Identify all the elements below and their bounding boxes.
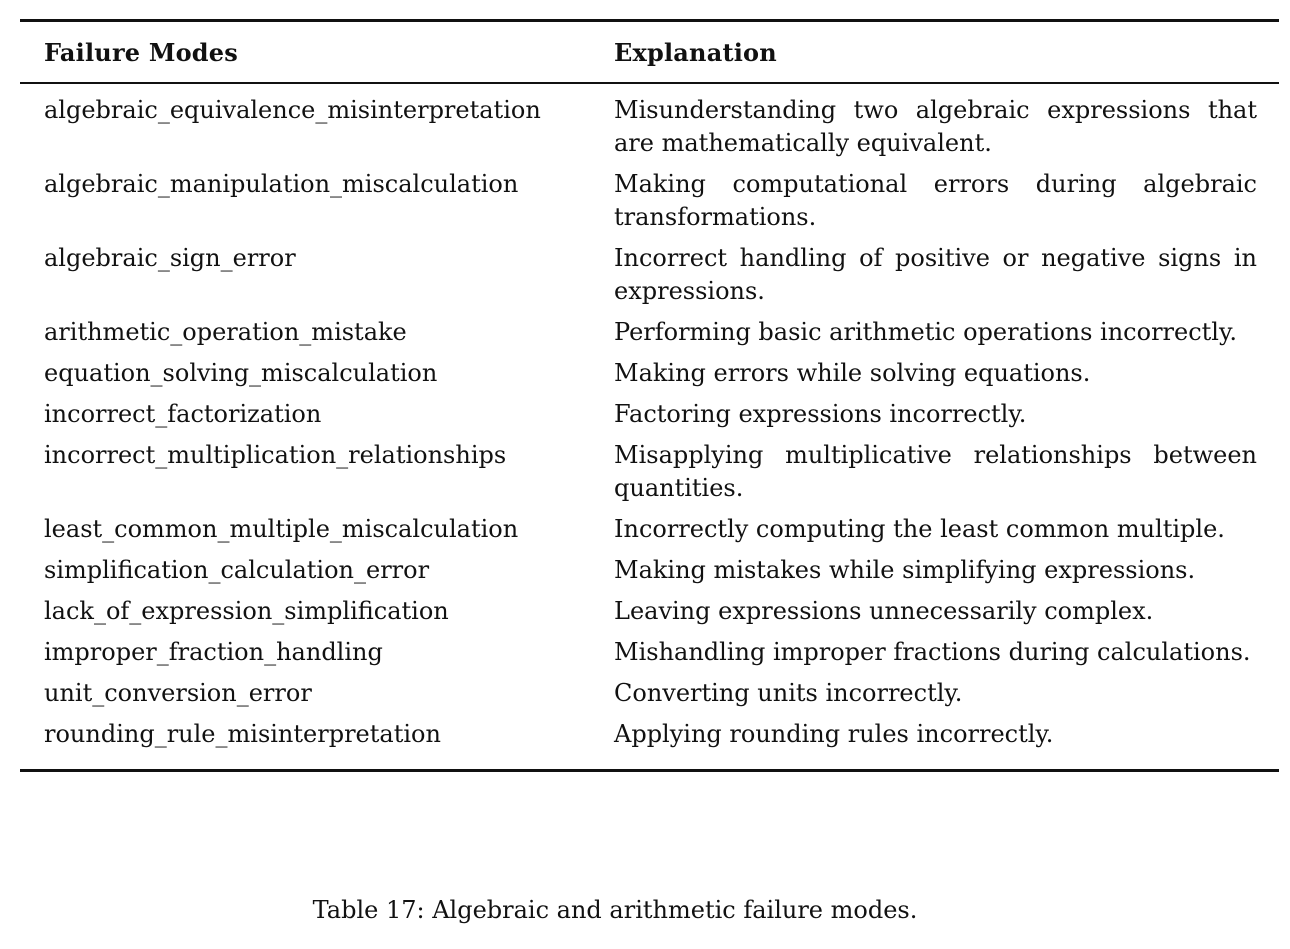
table-caption: Table 17: Algebraic and arithmetic failure modes. — [312, 896, 918, 924]
table-row — [20, 513, 1279, 546]
explanation-cell: Leaving expressions unnecessarily complex. — [614, 597, 1154, 625]
failure-mode-cell: arithmetic_operation_mistake — [44, 318, 407, 346]
explanation-cell: Making mistakes while simplifying expressions. — [614, 556, 1196, 584]
table-body — [20, 84, 1279, 769]
explanation-cell: Factoring expressions incorrectly. — [614, 400, 1027, 428]
explanation-cell: Incorrectly computing the least common multiple. — [614, 515, 1225, 543]
failure-mode-cell: unit_conversion_error — [44, 679, 312, 707]
failure-mode-cell: simplification_calculation_error — [44, 556, 430, 584]
explanation-cell: Making errors while solving equations. — [614, 359, 1091, 387]
failure-mode-cell: incorrect_factorization — [44, 400, 322, 428]
explanation-cell: Making computational errors during algebraic transformations. — [614, 170, 1257, 231]
table-row — [20, 718, 1279, 751]
table-row — [20, 554, 1279, 587]
table-row — [20, 677, 1279, 710]
table-row — [20, 636, 1279, 669]
failure-modes-table — [20, 19, 1279, 772]
table-header-row — [20, 22, 1279, 82]
failure-mode-cell: least_common_multiple_miscalculation — [44, 515, 519, 543]
table-bottom-rule — [20, 769, 1279, 772]
header-failure-modes: Failure Modes — [44, 38, 238, 67]
failure-mode-cell: algebraic_equivalence_misinterpretation — [44, 96, 541, 124]
explanation-cell: Incorrect handling of positive or negative signs in expressions. — [614, 244, 1257, 305]
explanation-cell: Misunderstanding two algebraic expressions that are mathematically equivalent. — [614, 96, 1257, 157]
failure-mode-cell: improper_fraction_handling — [44, 638, 383, 666]
table-row — [20, 168, 1279, 234]
table-row — [20, 357, 1279, 390]
table-row — [20, 242, 1279, 308]
table-row — [20, 316, 1279, 349]
explanation-cell: Converting units incorrectly. — [614, 679, 963, 707]
failure-mode-cell: algebraic_manipulation_miscalculation — [44, 170, 519, 198]
table-row — [20, 94, 1279, 160]
explanation-cell: Applying rounding rules incorrectly. — [614, 720, 1054, 748]
failure-mode-cell: equation_solving_miscalculation — [44, 359, 438, 387]
table-row — [20, 439, 1279, 505]
failure-mode-cell: incorrect_multiplication_relationships — [44, 441, 507, 469]
table-row — [20, 595, 1279, 628]
failure-mode-cell: lack_of_expression_simplification — [44, 597, 449, 625]
table-row — [20, 398, 1279, 431]
failure-mode-cell: algebraic_sign_error — [44, 244, 296, 272]
failure-mode-cell: rounding_rule_misinterpretation — [44, 720, 441, 748]
explanation-cell: Mishandling improper fractions during calculations. — [614, 638, 1251, 666]
explanation-cell: Performing basic arithmetic operations incorrectly. — [614, 318, 1237, 346]
explanation-cell: Misapplying multiplicative relationships between quantities. — [614, 441, 1257, 502]
header-explanation: Explanation — [614, 38, 777, 67]
